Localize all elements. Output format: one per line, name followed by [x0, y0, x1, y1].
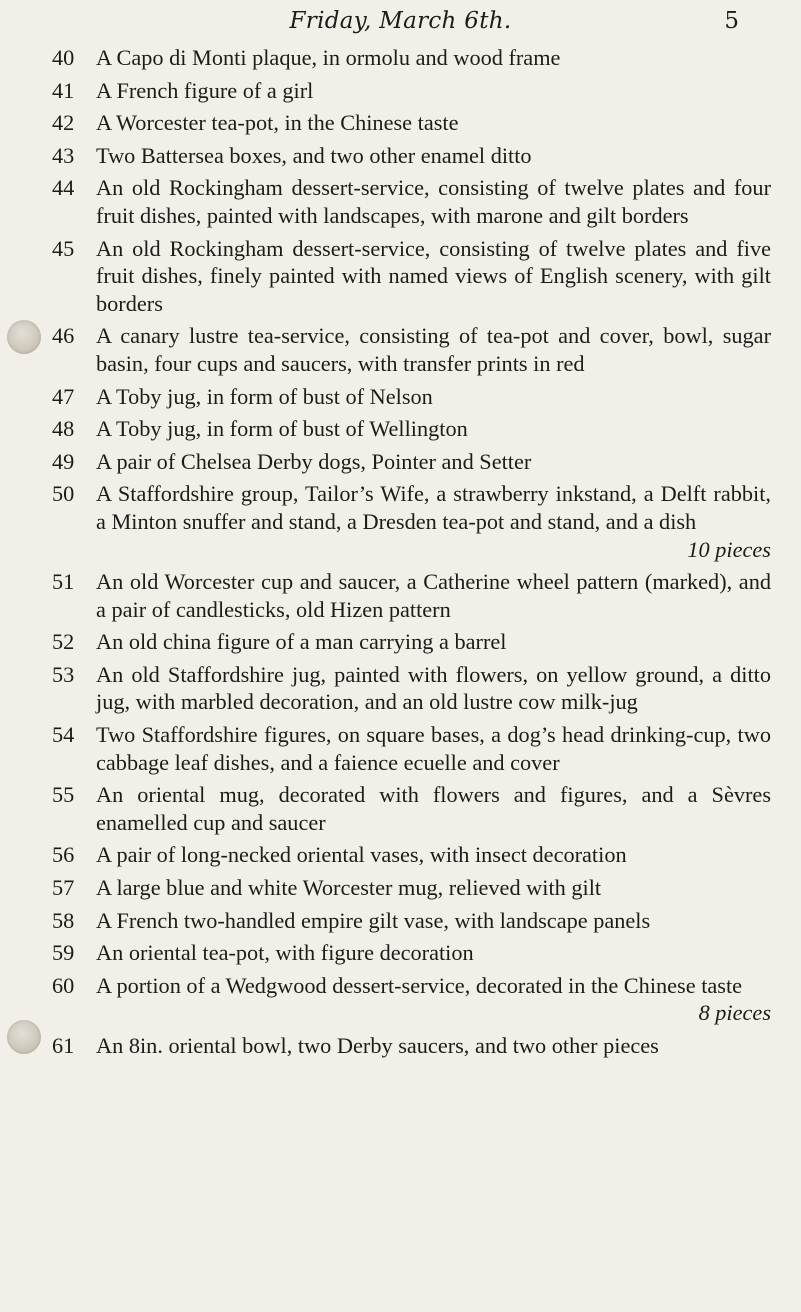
lot-text: A Staffordshire group, Tailor’s Wife, a strawberry inkstand, a Delft rabbit, a Minton snuffer and stand, a Dresden tea-pot and stand, and a dish: [96, 481, 771, 534]
lot-entry: [0, 972, 801, 1027]
lot-description: An old Worcester cup and saucer, a Catherine wheel pattern (marked), and a pair of candlesticks, old Hizen pattern: [96, 569, 771, 622]
lot-description: An 8in. oriental bowl, two Derby saucers, and two other pieces: [96, 1033, 659, 1058]
lot-number: 46: [52, 323, 75, 349]
lot-number: 49: [52, 448, 75, 474]
lot-entry: [0, 322, 801, 377]
lot-description: A large blue and white Worcester mug, relieved with gilt: [96, 875, 602, 901]
lot-number: 53: [52, 661, 75, 687]
lot-number: 60: [52, 972, 75, 998]
lot-number: 52: [52, 629, 75, 655]
lot-number: 59: [52, 940, 75, 966]
lot-description: A Capo di Monti plaque, in ormolu and wood frame: [96, 45, 561, 70]
lot-description: A French figure of a girl: [96, 77, 314, 103]
lot-description: A pair of Chelsea Derby dogs, Pointer and Setter: [96, 448, 532, 474]
lot-description: A pair of long-necked oriental vases, with insect decoration: [96, 842, 627, 868]
lot-description: An old Rockingham dessert-service, consisting of twelve plates and five fruit dishes, finely painted with named views of English scenery, with gilt borders: [96, 235, 771, 316]
lot-number: 48: [52, 416, 75, 442]
lot-description: A Toby jug, in form of bust of Nelson: [96, 383, 433, 409]
lot-number: 43: [52, 142, 75, 168]
lot-entry: [0, 568, 801, 623]
lot-description: A Worcester tea-pot, in the Chinese taste: [96, 110, 459, 136]
lot-number: 58: [52, 907, 75, 933]
lot-entry: [0, 415, 801, 443]
lot-entry: [0, 907, 801, 935]
lot-number: 61: [52, 1033, 75, 1058]
lot-description: Two Staffordshire figures, on square bases, a dog’s head drinking-cup, two cabbage leaf dishes, and a faience ecuelle and cover: [96, 722, 771, 775]
lot-entry: [0, 1032, 801, 1060]
lot-description: An old china figure of a man carrying a barrel: [96, 629, 507, 655]
lot-list: [0, 44, 801, 1065]
lot-number: 40: [52, 45, 75, 70]
lot-description: A French two-handled empire gilt vase, with landscape panels: [96, 907, 651, 933]
lot-number: 51: [52, 569, 75, 595]
lot-description: [96, 480, 771, 562]
lot-number: 50: [52, 481, 75, 507]
lot-entry: [0, 383, 801, 411]
lot-description: An old Rockingham dessert-service, consisting of twelve plates and four fruit dishes, painted with landscapes, with marone and gilt borders: [96, 175, 771, 228]
lot-description: [96, 972, 771, 1026]
lot-entry: [0, 721, 801, 776]
page-header: [0, 4, 801, 40]
lot-entry: [0, 841, 801, 869]
lot-description: An oriental tea-pot, with figure decoration: [96, 940, 474, 966]
lot-entry: [0, 109, 801, 137]
page-number: 5: [724, 8, 739, 34]
lot-number: 56: [52, 842, 75, 868]
lot-number: 44: [52, 175, 75, 201]
lot-entry: [0, 480, 801, 563]
lot-entry: [0, 77, 801, 105]
page-title: Friday, March 6th.: [289, 8, 512, 34]
lot-number: 41: [52, 77, 75, 103]
lot-description: An old Staffordshire jug, painted with flowers, on yellow ground, a ditto jug, with marbled decoration, and an old lustre cow milk-jug: [96, 661, 771, 715]
lot-entry: [0, 939, 801, 967]
lot-entry: [0, 235, 801, 318]
lot-entry: [0, 874, 801, 902]
lot-entry: [0, 44, 801, 72]
lot-piece-count: 10 pieces: [687, 536, 771, 562]
lot-number: 54: [52, 722, 75, 748]
lot-description: Two Battersea boxes, and two other enamel ditto: [96, 142, 532, 168]
lot-description: A Toby jug, in form of bust of Wellington: [96, 416, 468, 442]
lot-number: 47: [52, 383, 75, 409]
lot-description: An oriental mug, decorated with flowers and figures, and a Sèvres enamelled cup and saucer: [96, 782, 771, 835]
lot-number: 55: [52, 782, 75, 808]
lot-text: A portion of a Wedgwood dessert-service, decorated in the Chinese taste: [96, 972, 743, 998]
lot-number: 42: [52, 110, 75, 136]
lot-number: 45: [52, 235, 75, 261]
lot-entry: [0, 142, 801, 170]
lot-entry: [0, 174, 801, 229]
lot-entry: [0, 448, 801, 476]
lot-number: 57: [52, 875, 75, 901]
lot-entry: [0, 628, 801, 656]
lot-piece-count: 8 pieces: [698, 1000, 771, 1026]
lot-entry: [0, 661, 801, 716]
lot-entry: [0, 781, 801, 836]
lot-description: A canary lustre tea-service, consisting of tea-pot and cover, bowl, sugar basin, four cups and saucers, with transfer prints in red: [96, 323, 771, 376]
